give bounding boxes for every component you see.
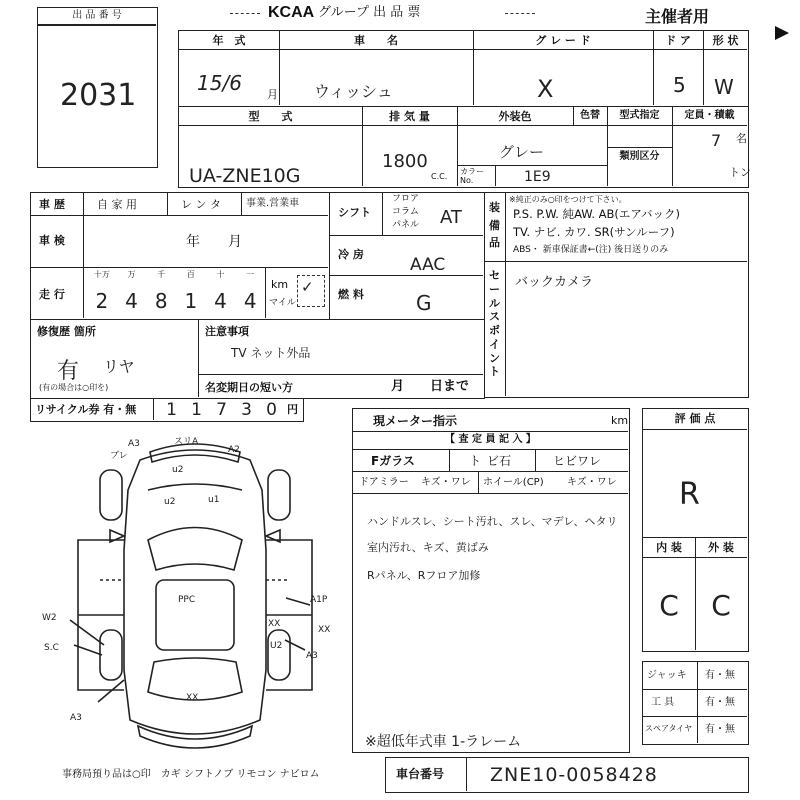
inspector-bottom-note: ※超低年式車 1-ラレーム — [365, 734, 522, 750]
caution-value: TV ネット外品 — [231, 346, 311, 360]
year-label: 年 式 — [212, 34, 246, 47]
wheel-option: キズ・ワレ — [567, 477, 617, 488]
equipment-block — [484, 192, 749, 398]
spare-tire-value: 有・無 — [705, 724, 735, 735]
score-label: 評 価 点 — [674, 412, 716, 425]
history-block — [30, 192, 330, 320]
repair-block — [30, 319, 485, 399]
tools-label: 工 具 — [651, 697, 675, 708]
tools-block — [642, 661, 749, 745]
diagram-mark-a2: A2 — [228, 445, 240, 455]
chassis-number-value: ZNE10-0058428 — [490, 764, 658, 786]
lot-number-value: 2031 — [60, 78, 137, 113]
mileage-digits: 2 4 8 1 4 4 — [95, 289, 257, 313]
equipment-label: 装 備 品 — [489, 201, 500, 250]
year-value: 15/6 — [197, 71, 242, 95]
car-damage-diagram — [40, 430, 350, 760]
dashed-mark-right — [505, 13, 535, 14]
type-spec-label: 型式指定 — [619, 110, 660, 121]
history-label: 車 歴 — [39, 198, 65, 211]
diagram-mark-u2-hood: u2 — [164, 497, 176, 507]
ac-label: 冷 房 — [338, 248, 364, 261]
repair-history-value: 有 — [57, 359, 80, 384]
car-name-label: 車 名 — [354, 34, 398, 47]
front-glass-option-3: ヒビワレ — [553, 454, 602, 468]
spare-tire-label: スペアタイヤ — [645, 724, 693, 733]
shift-label: シフト — [338, 206, 371, 219]
front-glass-label: Fガラス — [371, 454, 415, 468]
front-glass-option-1: ト — [469, 454, 482, 468]
color-no-label: カラー No. — [460, 167, 484, 185]
diagram-mark-u2-wheel: U2 — [270, 641, 283, 651]
cc-unit: C.C. — [431, 172, 448, 181]
rename-deadline-label: 名変期日の短い方 — [205, 381, 293, 394]
fuel-label: 燃 料 — [338, 288, 364, 301]
diagram-mark-xx-right2: XX — [318, 625, 331, 635]
km-check-mark: ✓ — [301, 278, 314, 296]
equipment-line1: P.S. P.W. 純AW. AB(エアバック) — [513, 207, 680, 221]
yen-unit: 円 — [287, 403, 298, 416]
inspector-note-1: ハンドルスレ、シート汚れ、スレ、マデレ、ヘタリ — [367, 515, 618, 528]
fuel-value: G — [416, 291, 432, 315]
rental-option: レ ン タ — [181, 198, 221, 211]
diagram-mark-a1p: A1P — [310, 595, 328, 605]
ton-unit: トン — [729, 166, 751, 179]
car-name-value: ウィッシュ — [314, 82, 393, 101]
shape-value: W — [714, 75, 734, 99]
recycle-label: リサイクル券 有・無 — [35, 403, 137, 416]
capacity-value: 7 — [711, 131, 722, 150]
recycle-block — [30, 398, 304, 422]
chassis-number-block — [385, 757, 749, 793]
wheel-label: ホイール(CP) — [483, 477, 544, 488]
lot-number-label: 出 品 番 号 — [72, 10, 122, 21]
repair-location-value: リヤ — [103, 357, 135, 376]
jack-value: 有・無 — [705, 670, 735, 681]
mileage-digit-units: 十万 万 千 百 十 一 — [93, 270, 255, 279]
repair-hint: (有の場合は○印を) — [39, 383, 109, 392]
shift-floor-option: フロア — [392, 194, 420, 204]
inspection-value: 年 月 — [186, 234, 242, 250]
diagram-mark-w2: W2 — [42, 613, 57, 623]
vehicle-info-top — [178, 30, 749, 107]
diagram-mark-bure: ブレ — [110, 451, 128, 461]
color-no-value: 1E9 — [524, 169, 551, 185]
inspector-block — [352, 408, 630, 753]
km-unit: km — [271, 278, 289, 291]
diagram-mark-a3-left: A3 — [70, 713, 82, 723]
doors-label: ド ア — [665, 34, 691, 47]
sales-point-value: バックカメラ — [515, 275, 594, 290]
displacement-value: 1800 — [382, 151, 428, 172]
recycle-digits: 1 1 7 3 0 — [166, 400, 277, 420]
color-change-label: 色替 — [580, 110, 600, 121]
chassis-number-label: 車台番号 — [396, 767, 445, 781]
mile-unit: マイル — [269, 298, 296, 308]
mileage-label: 走 行 — [39, 288, 65, 301]
doors-value: 5 — [673, 73, 686, 97]
repair-history-label: 修復歴 箇所 — [37, 325, 96, 338]
meter-km-unit: km — [611, 414, 629, 427]
brand-logo: KCAA — [268, 4, 315, 21]
caution-label: 注意事項 — [205, 325, 249, 338]
category-label: 類別区分 — [619, 151, 660, 162]
corner-mark — [775, 26, 789, 40]
inspector-label: 【 査 定 員 記 入 】 — [445, 434, 536, 445]
door-mirror-label: ドアミラー — [359, 477, 409, 488]
score-value: R — [679, 477, 700, 512]
private-use-option: 自 家 用 — [97, 198, 137, 211]
diagram-mark-suri-a: スリA — [174, 437, 199, 447]
diagram-mark-u1: u1 — [208, 495, 220, 505]
exterior-color-value: グレー — [499, 143, 545, 161]
dashed-mark-left — [230, 13, 260, 14]
diagram-mark-a3-top: A3 — [128, 439, 140, 449]
tools-value: 有・無 — [705, 697, 735, 708]
exterior-score-label: 外 装 — [708, 541, 734, 554]
shape-label: 形 状 — [712, 34, 739, 47]
diagram-mark-xx-rear: XX — [186, 693, 199, 703]
capacity-label: 定員・積載 — [684, 110, 735, 121]
vehicle-info-model — [178, 106, 749, 188]
shift-value: AT — [440, 207, 462, 228]
model-value: UA-ZNE10G — [189, 165, 301, 187]
business-option: 事業.営業車 — [246, 198, 300, 209]
grade-value: X — [537, 75, 554, 103]
ac-value: AAC — [410, 255, 446, 275]
meter-label: 現メーター指示 — [373, 414, 458, 428]
shift-block — [329, 192, 485, 320]
diagram-mark-ppc: PPC — [178, 595, 196, 605]
inspector-note-2: 室内汚れ、キズ、黄ばみ — [367, 541, 489, 554]
front-glass-option-2: ビ石 — [487, 454, 512, 468]
exterior-color-label: 外装色 — [498, 110, 532, 123]
sales-point-label: セールスポイント — [489, 269, 500, 379]
rename-deadline-value: 月 日まで — [391, 379, 470, 394]
office-items-note: 事務局預り品は○印 カギ シフトノブ リモコン ナビロム — [62, 769, 320, 780]
month-suffix: 月 — [267, 88, 278, 101]
inspector-note-3: Rパネル、Rフロア加修 — [367, 569, 481, 582]
exterior-score-value: C — [711, 589, 731, 622]
diagram-mark-a3-right: A3 — [306, 651, 318, 661]
displacement-label: 排 気 量 — [389, 110, 430, 123]
equipment-line3: ABS・ 新車保証書←(注) 後日送りのみ — [513, 245, 669, 255]
form-title: グループ 出 品 票 — [318, 5, 421, 20]
diagram-mark-u2-front: u2 — [172, 465, 184, 475]
lot-number-box — [37, 7, 158, 168]
diagram-mark-sc: S.C — [44, 643, 59, 653]
interior-score-value: C — [659, 589, 679, 622]
door-mirror-option: キズ・ワレ — [421, 477, 471, 488]
equipment-note: ※純正のみ○印をつけて下さい。 — [509, 195, 627, 204]
shift-paddle-option: パネル — [392, 220, 420, 230]
equipment-line2: TV. ナビ. カワ. SR(サンルーフ) — [513, 225, 675, 239]
interior-score-label: 内 装 — [656, 541, 682, 554]
persons-unit: 名 — [736, 132, 747, 145]
jack-label: ジャッキ — [647, 670, 687, 681]
grade-label: グ レ ー ド — [535, 34, 591, 47]
inspection-label: 車 検 — [39, 234, 65, 247]
model-label: 型 式 — [248, 110, 293, 123]
shift-column-option: コラム — [392, 207, 419, 217]
organizer-label: 主催者用 — [645, 7, 710, 26]
diagram-mark-xx-right: XX — [268, 619, 281, 629]
score-block — [642, 408, 749, 652]
